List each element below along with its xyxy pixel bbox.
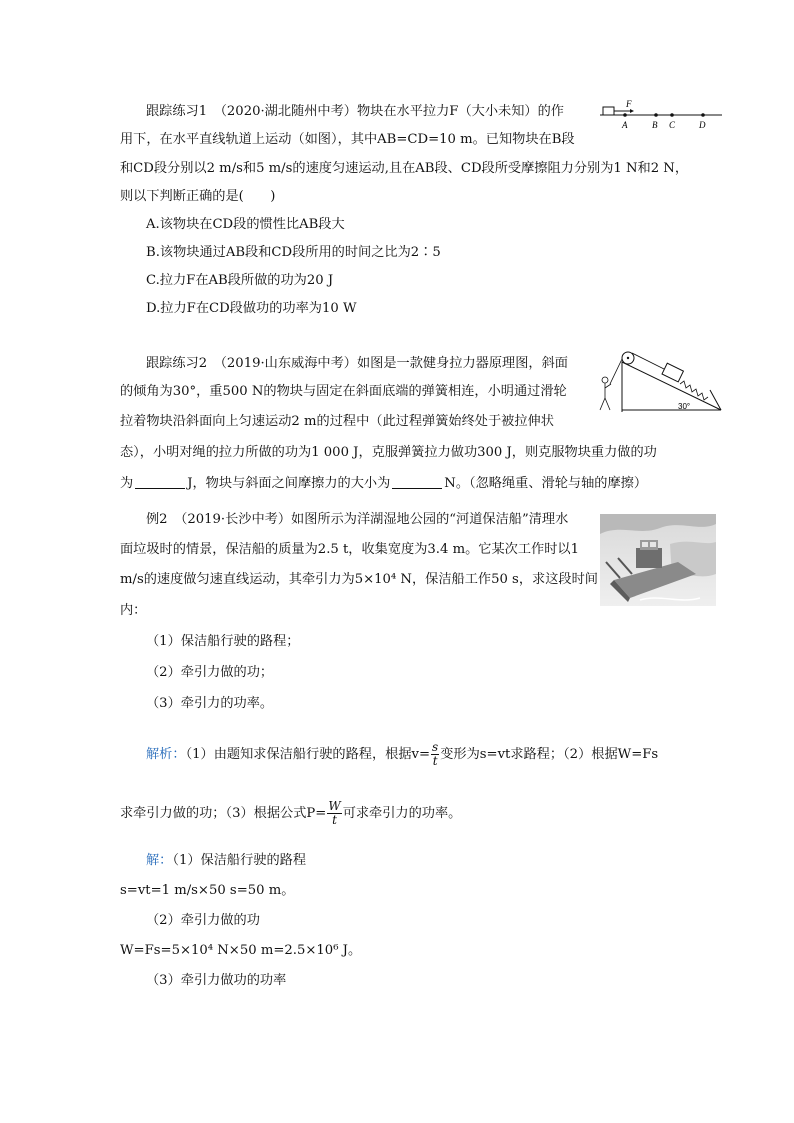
label-b: B xyxy=(652,120,658,130)
fraction-w-over-t xyxy=(327,800,341,827)
label-d: D xyxy=(699,120,706,130)
p1-line1: 跟踪练习1 （2020·湖北随州中考）物块在水平拉力F（大小未知）的作 xyxy=(146,104,564,119)
ex-question-1: （1）保洁船行驶的路程； xyxy=(146,634,300,649)
label-f: F xyxy=(626,99,632,109)
solution-line3: （2）牵引力做的功 xyxy=(146,913,260,928)
analysis-text-2: 变形为s=vt求路程；（2）根据W=Fs xyxy=(440,747,659,762)
ex-line4: 内： xyxy=(120,603,147,618)
solution-line1 xyxy=(146,852,306,870)
ex-question-2: （2）牵引力做的功； xyxy=(146,665,274,680)
fraction-s-over-t xyxy=(431,741,439,768)
ex-line1: 例2 （2019·长沙中考）如图所示为洋湖湿地公园的“河道保洁船”清理水 xyxy=(146,512,569,527)
p2-line3: 拉着物块沿斜面向上匀速运动2 m的过程中（此过程弹簧始终处于被拉伸状 xyxy=(120,414,554,429)
incline-figure xyxy=(596,348,726,414)
p1-option-b: B.该物块通过AB段和CD段所用的时间之比为2∶5 xyxy=(146,245,441,260)
analysis-line2 xyxy=(120,800,461,827)
solution-line2: s=vt=1 m/s×50 s=50 m。 xyxy=(120,883,295,898)
p1-option-d: D.拉力F在CD段做功的功率为10 W xyxy=(146,301,357,316)
p2-line5-b: J，物块与斜面之间摩擦力的大小为 xyxy=(187,476,391,491)
analysis-text-3: 求牵引力做的功；（3）根据公式P= xyxy=(120,806,327,821)
track-figure xyxy=(600,98,724,132)
label-a: A xyxy=(622,120,628,130)
p2-line5-c: N。（忽略绳重、滑轮与轴的摩擦） xyxy=(444,476,648,491)
solution-line5: （3）牵引力做功的功率 xyxy=(146,973,287,988)
solution-step-1: （1）保洁船行驶的路程 xyxy=(172,853,307,868)
p2-line5 xyxy=(120,475,647,493)
label-c: C xyxy=(669,120,676,130)
p1-line4: 则以下判断正确的是( ) xyxy=(120,189,276,204)
analysis-text-4: 可求牵引力的功率。 xyxy=(342,806,462,821)
fraction-numerator-s: s xyxy=(432,740,439,754)
p1-line2: 用下，在水平直线轨道上运动（如图），其中AB=CD=10 m。已知物块在B段 xyxy=(120,132,575,147)
analysis-label: 解析： xyxy=(146,747,186,762)
ex-line3: m/s的速度做匀速直线运动，其牵引力为5×10⁴ N，保洁船工作50 s，求这段时间 xyxy=(120,572,598,587)
p2-line2: 的倾角为30°，重500 N的物块与固定在斜面底端的弹簧相连，小明通过滑轮 xyxy=(120,384,567,399)
point-a xyxy=(623,113,627,117)
fraction-numerator-w: W xyxy=(328,799,341,813)
p1-option-c: C.拉力F在AB段所做的功为20 J xyxy=(146,273,334,288)
point-c xyxy=(670,113,674,117)
p1-option-a: A.该物块在CD段的惯性比AB段大 xyxy=(146,217,345,232)
p2-line1: 跟踪练习2 （2019·山东威海中考）如图是一款健身拉力器原理图，斜面 xyxy=(146,356,568,371)
ex-line2: 面垃圾时的情景，保洁船的质量为2.5 t，收集宽度为3.4 m。它某次工作时以1 xyxy=(120,542,579,557)
p2-line4: 态），小明对绳的拉力所做的功为1 000 J，克服弹簧拉力做功300 J，则克服物块重力做的功 xyxy=(120,445,657,460)
point-b xyxy=(654,113,658,117)
solution-line4: W=Fs=5×10⁴ N×50 m=2.5×10⁶ J。 xyxy=(120,943,362,958)
analysis-line1 xyxy=(146,741,658,768)
rope-person xyxy=(610,359,622,384)
analysis-text-1: （1）由题知求保洁船行驶的路程，根据v= xyxy=(185,747,431,762)
p2-line5-a: 为 xyxy=(120,476,134,491)
angle-label: 30° xyxy=(678,402,691,411)
fraction-denominator-t: t xyxy=(432,754,438,768)
force-arrowhead xyxy=(630,109,634,113)
block-on-incline xyxy=(662,363,683,382)
fraction-denominator-t2: t xyxy=(332,813,337,827)
p1-line3: 和CD段分别以2 m/s和5 m/s的速度匀速运动,且在AB段、CD段所受摩擦阻力分别为1 N和2 N， xyxy=(120,161,689,176)
boat-photo xyxy=(600,514,716,606)
ex-question-3: （3）牵引力的功率。 xyxy=(146,696,274,711)
person-figure xyxy=(600,377,611,410)
point-d xyxy=(701,113,705,117)
answer-blank-2[interactable] xyxy=(392,475,442,489)
pulley-axle xyxy=(627,357,629,359)
answer-blank-1[interactable] xyxy=(135,475,185,489)
block-shape xyxy=(603,107,614,115)
solution-label: 解： xyxy=(146,853,173,868)
